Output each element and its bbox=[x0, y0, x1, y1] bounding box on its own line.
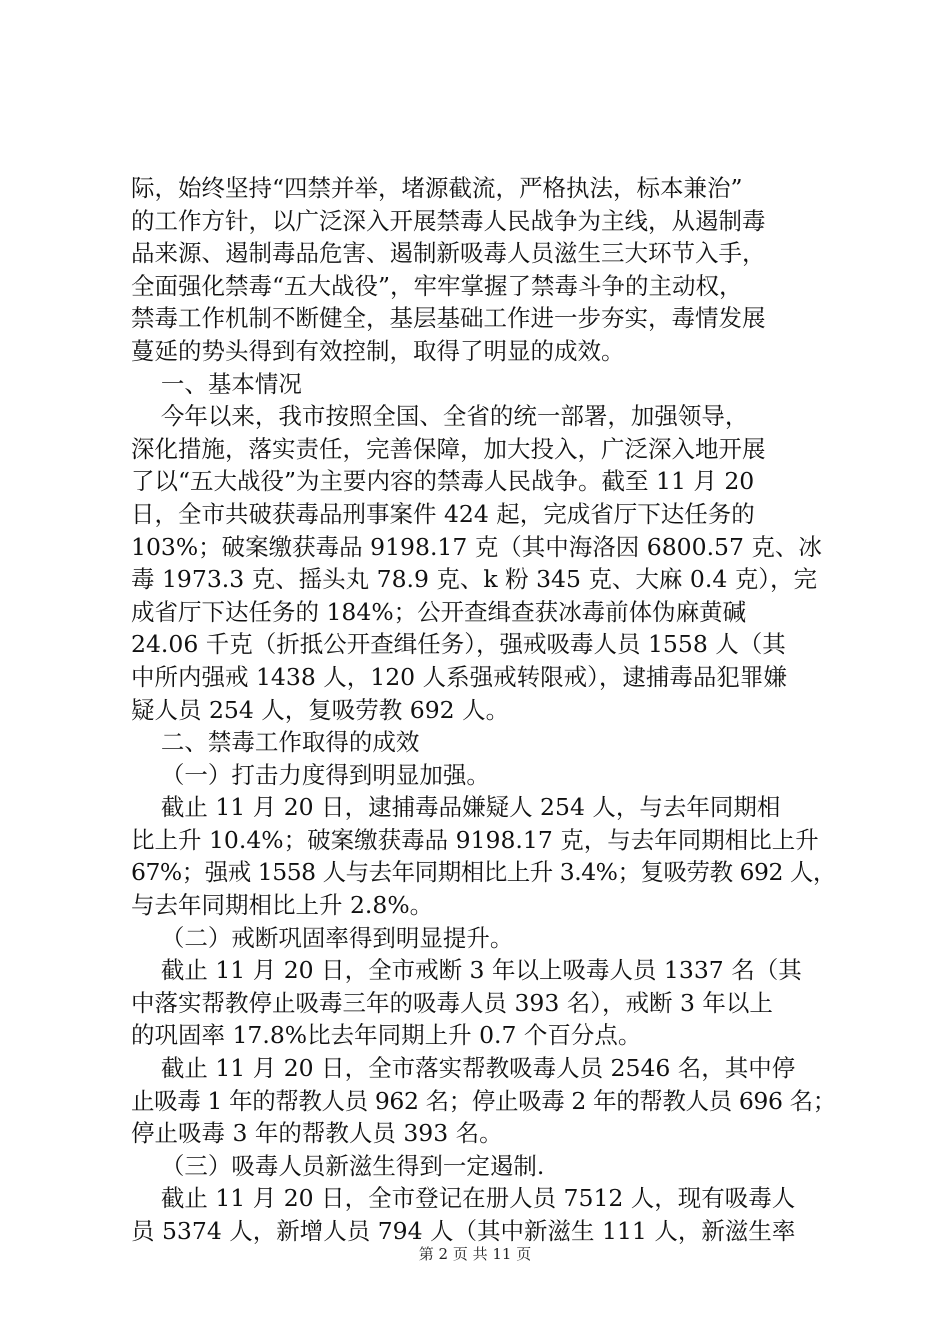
text-line: 截止 11 月 20 日，全市落实帮教吸毒人员 2546 名，其中停 bbox=[131, 1054, 796, 1083]
text-line: 成省厅下达任务的 184%；公开查缉查获冰毒前体伪麻黄碱 bbox=[131, 597, 747, 626]
text-line: 一、基本情况 bbox=[131, 369, 302, 398]
text-line: 日，全市共破获毒品刑事案件 424 起，完成省厅下达任务的 bbox=[131, 499, 755, 528]
page-number-footer: 第 2 页 共 11 页 bbox=[418, 1245, 532, 1263]
text-line: 与去年同期相比上升 2.8%。 bbox=[131, 891, 434, 920]
text-line: 截止 11 月 20 日，逮捕毒品嫌疑人 254 人，与去年同期相 bbox=[131, 793, 781, 822]
text-line: 停止吸毒 3 年的帮教人员 393 名。 bbox=[131, 1119, 503, 1148]
text-line: 中落实帮教停止吸毒三年的吸毒人员 393 名），戒断 3 年以上 bbox=[131, 988, 773, 1017]
text-line: 103%；破案缴获毒品 9198.17 克（其中海洛因 6800.57 克、冰 bbox=[131, 532, 822, 561]
text-line: 截止 11 月 20 日，全市登记在册人员 7512 人，现有吸毒人 bbox=[131, 1184, 796, 1213]
text-line: 全面强化禁毒“五大战役”，牢牢掌握了禁毒斗争的主动权， bbox=[131, 271, 743, 300]
text-line: 24.06 千克（折抵公开查缉任务），强戒吸毒人员 1558 人（其 bbox=[131, 630, 786, 659]
text-line: （三）吸毒人员新滋生得到一定遏制. bbox=[131, 1151, 545, 1180]
text-line: 毒 1973.3 克、摇头丸 78.9 克、k 粉 345 克、大麻 0.4 克），完 bbox=[131, 565, 817, 594]
text-line: 的工作方针，以广泛深入开展禁毒人民战争为主线，从遏制毒 bbox=[131, 206, 766, 235]
document-body bbox=[131, 172, 836, 1248]
text-line: 员 5374 人，新增人员 794 人（其中新滋生 111 人，新滋生率 bbox=[131, 1217, 796, 1245]
text-line: 二、禁毒工作取得的成效 bbox=[131, 728, 420, 757]
text-line: 禁毒工作机制不断健全，基层基础工作进一步夯实，毒情发展 bbox=[131, 304, 766, 333]
text-line: 深化措施，落实责任，完善保障，加大投入，广泛深入地开展 bbox=[131, 434, 766, 463]
text-line: 67%；强戒 1558 人与去年同期相比上升 3.4%；复吸劳教 692 人， bbox=[131, 858, 836, 887]
text-line: 中所内强戒 1438 人，120 人系强戒转限戒），逮捕毒品犯罪嫌 bbox=[131, 662, 787, 691]
text-line: 比上升 10.4%；破案缴获毒品 9198.17 克，与去年同期相比上升 bbox=[131, 825, 819, 854]
text-line: 际，始终坚持“四禁并举，堵源截流，严格执法，标本兼治” bbox=[131, 174, 743, 202]
text-line: 品来源、遏制毒品危害、遏制新吸毒人员滋生三大环节入手， bbox=[131, 239, 766, 268]
text-line: 的巩固率 17.8%比去年同期上升 0.7 个百分点。 bbox=[131, 1021, 642, 1050]
text-line: （二）戒断巩固率得到明显提升。 bbox=[131, 923, 514, 952]
text-line: 今年以来，我市按照全国、全省的统一部署，加强领导， bbox=[131, 402, 749, 431]
text-line: 疑人员 254 人，复吸劳教 692 人。 bbox=[131, 695, 510, 724]
text-line: （一）打击力度得到明显加强。 bbox=[131, 760, 490, 789]
text-line: 截止 11 月 20 日，全市戒断 3 年以上吸毒人员 1337 名（其 bbox=[131, 956, 802, 985]
text-line: 了以“五大战役”为主要内容的禁毒人民战争。截至 11 月 20 bbox=[131, 467, 755, 496]
text-line: 止吸毒 1 年的帮教人员 962 名；停止吸毒 2 年的帮教人员 696 名； bbox=[131, 1086, 836, 1115]
text-line: 蔓延的势头得到有效控制，取得了明显的成效。 bbox=[131, 336, 625, 365]
